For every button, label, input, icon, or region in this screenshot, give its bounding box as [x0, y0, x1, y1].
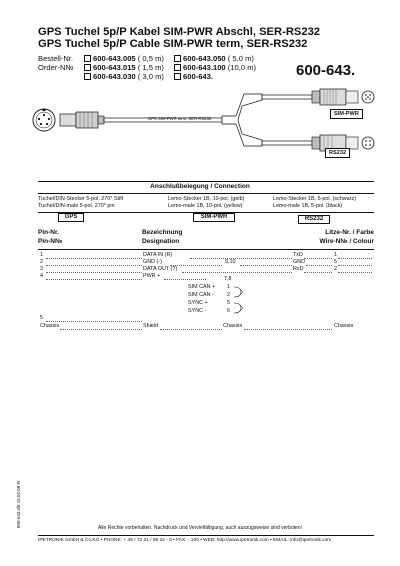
- table-row-rs: TxD: [293, 252, 303, 258]
- sim-connector-en: Lemo-male 1B, 10-pol. (yellow): [168, 203, 243, 209]
- tag-rs232: RS232: [325, 148, 350, 158]
- table-row-rs: RxD: [293, 266, 304, 272]
- table-row-sim: 9,10: [225, 259, 236, 265]
- rs-connector-en: Lemo-male 1B, 5-pol. (black): [273, 203, 343, 209]
- table-row-pin: 5: [40, 315, 43, 321]
- sim-row-name: SYNC -: [188, 308, 207, 314]
- order-item: 600-643.050 ( 5,0 m): [174, 54, 254, 63]
- table-row-pin: 1: [40, 252, 43, 258]
- sim-row-name: SIM CAN -: [188, 292, 214, 298]
- sim-row-name: SYNC +: [188, 300, 208, 306]
- checkbox-icon: [174, 73, 181, 80]
- table-row-rs: GND: [293, 259, 305, 265]
- sim-connector-de: Lemo-Stecker 1B, 10-pol. (gelb): [168, 196, 245, 202]
- order-label-en: Order-N№: [38, 63, 74, 72]
- table-row-desc: DATA OUT (T): [143, 266, 178, 272]
- rs232-connector-face-icon: [362, 137, 374, 149]
- sim-connector-face-icon: [362, 91, 374, 103]
- order-item: 600-643.015 ( 1,5 m): [84, 63, 164, 72]
- footer-company: IPETRONIK GmbH & Co.KG • PHONE: + 49 / 72 21 / 99 22 - 0 • FAX: - 100 • WEB: http://www.ipetronik.com • EMAIL: info@ipetronik.com: [38, 538, 332, 543]
- connection-heading: Anschlußbelegung / Connection: [150, 183, 250, 190]
- gps-connector-en: Tuchel/DIN-male 5-pol. 270° pin: [38, 203, 115, 209]
- twisted-pair-icon: [232, 284, 246, 316]
- table-row-rspin: Chassis: [334, 323, 354, 329]
- table-row-pin: Chassis: [40, 323, 60, 329]
- table-row-pin: 4: [40, 273, 43, 279]
- sim-row-pin: 5: [227, 300, 230, 306]
- tag-sim-pwr: SIM-PWR: [330, 109, 363, 119]
- checkbox-icon: [174, 64, 181, 71]
- table-row-desc: Shield: [143, 323, 158, 329]
- table-row-pin: 3: [40, 266, 43, 272]
- table-row-rspin: 2: [334, 266, 337, 272]
- divider: [38, 535, 374, 536]
- table-row-desc: GND (-): [143, 259, 162, 265]
- table-row-desc: PWR +: [143, 273, 161, 279]
- title-de: GPS Tuchel 5p/P Kabel SIM-PWR Abschl, SER-RS232: [38, 26, 321, 38]
- table-row-desc: DATA IN (R): [143, 252, 173, 258]
- checkbox-icon: [84, 64, 91, 71]
- order-item: 600-643.: [174, 72, 213, 81]
- header-wire-en: Wire-N№ / Colour: [319, 238, 374, 245]
- divider: [38, 249, 374, 250]
- header-pin-de: Pin-Nr.: [38, 229, 59, 236]
- header-wire-de: Litze-Nr. / Farbe: [325, 229, 374, 236]
- checkbox-icon: [84, 73, 91, 80]
- box-rs232: RS232: [298, 215, 330, 224]
- footer-rights: Alle Rechte vorbehalten. Nachdruck und Vervielfältigung, auch auszugsweise sind verboten!: [97, 525, 302, 531]
- title-en: GPS Tuchel 5p/P Cable SIM-PWR term, SER-RS232: [38, 38, 308, 50]
- order-label-de: Bestell-Nr.: [38, 54, 74, 63]
- header-desc-de: Bezeichnung: [142, 229, 183, 236]
- box-sim-pwr: SIM-PWR: [193, 213, 235, 222]
- pwr-sim-pins: 7,8: [224, 276, 232, 282]
- checkbox-icon: [174, 55, 181, 62]
- cable-label: GPS SIM-PWR term, SER-RS232: [148, 116, 212, 121]
- table-row-rspin: 5: [334, 259, 337, 265]
- sim-row-pin: 6: [227, 308, 230, 314]
- order-item: 600-643.030 ( 3,0 m): [84, 72, 164, 81]
- sim-row-name: SIM CAN +: [188, 284, 216, 290]
- box-gps: GPS: [58, 213, 84, 222]
- order-item: 600-643.005 ( 0,5 m): [84, 54, 164, 63]
- gps-connector-de: Tuchel/DIN-Stecker 5-pol. 270° Stift: [38, 196, 124, 202]
- checkbox-icon: [84, 55, 91, 62]
- order-item: 600-643.100 (10,0 m): [174, 63, 256, 72]
- gps-connector-icon: [33, 109, 55, 131]
- table-row-rspin: 1: [334, 252, 337, 258]
- divider: [38, 181, 374, 182]
- table-row-sim: Chassis: [223, 323, 243, 329]
- sim-row-pin: 1: [227, 284, 230, 290]
- order-number-big: 600-643.: [296, 62, 356, 79]
- sim-row-pin: 2: [227, 292, 230, 298]
- document-id-side: 600-643.sl8 15.02.08 Fr: [16, 480, 21, 528]
- header-pin-en: Pin-N№: [38, 238, 63, 245]
- rs-connector-de: Lemo-Stecker 1B, 5-pol. (schwarz): [273, 196, 356, 202]
- divider: [38, 193, 374, 194]
- header-desc-en: Designation: [142, 238, 180, 245]
- table-row-pin: 2: [40, 259, 43, 265]
